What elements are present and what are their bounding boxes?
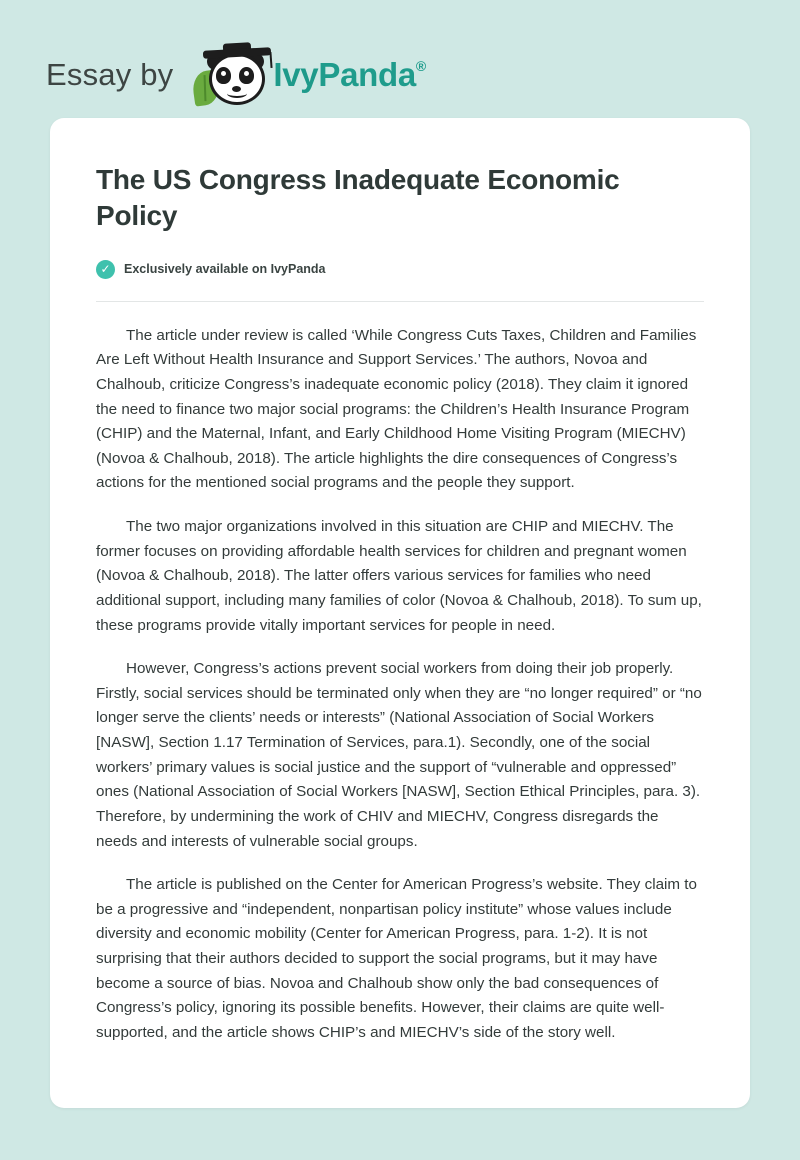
graduation-panda-logo-icon	[191, 41, 277, 109]
brand-wordmark-panda: Panda	[318, 56, 416, 93]
graduation-cap-icon	[203, 43, 271, 59]
registered-trademark-mark: ®	[415, 58, 426, 74]
paragraph: The article is published on the Center for American Progress’s website. They claim to be a progressive and “independent, nonpartisan policy institute” whose values include diversity and economic mobility (Center for American Progress, para. 1-2). It is not surprising that their authors decided to support the social programs, but it may have become a source of bias. Novoa and Chalhoub show only the bad consequences of Congress’s policy, ignoring its possible benefits. However, their claims are quite well-supported, and the article shows CHIP’s and MIECHV’s side of the story well.	[96, 876, 697, 1041]
brand-wordmark	[273, 56, 426, 94]
paragraph: The two major organizations involved in this situation are CHIP and MIECHV. The former focuses on providing affordable health services for children and pregnant women (Novoa & Chalhoub, 2018). The latter offers various services for families who need additional support, including many families of color (Novoa & Chalhoub, 2018). To sum up, these programs provide vitally important services for people in need.	[96, 518, 702, 634]
brand-wordmark-ivy: Ivy	[273, 56, 319, 93]
essay-by-label: Essay by	[46, 57, 174, 92]
graduation-cap-board-icon	[203, 47, 271, 59]
essay-body	[96, 324, 704, 1046]
status-badge-label: Exclusively available on IvyPanda	[124, 262, 326, 277]
paragraph: The article under review is called ‘While Congress Cuts Taxes, Children and Families Are Left Without Health Insurance and Support Services.’ The authors, Novoa and Chalhoub, criticize Congress’s inadequate economic policy (2018). They claim it ignored the need to finance two major social programs: the Children’s Health Insurance Program (CHIP) and the Maternal, Infant, and Early Childhood Home Visiting Program (MIECHV) (Novoa & Chalhoub, 2018). The article highlights the dire consequences of Congress’s actions for the mentioned social programs and the people they support.	[96, 326, 697, 492]
divider	[96, 301, 704, 302]
panda-eye-left-icon	[216, 67, 231, 84]
paragraph: However, Congress’s actions prevent social workers from doing their job properly. Firstly, social services should be terminated only when they are “no longer required” or “no longer serve the clients’ needs or interests” (National Association of Social Workers [NASW], Section 1.17 Termination of Services, para.1). Secondly, one of the social workers’ primary values is social justice and the support of “vulnerable and oppressed” ones (National Association of Social Workers [NASW], Section Ethical Principles, para. 3). Therefore, by undermining the work of CHIV and MIECHV, Congress disregards the needs and interests of vulnerable social groups.	[96, 660, 702, 850]
page-title: The US Congress Inadequate Economic Policy	[96, 164, 620, 231]
check-circle-icon: ✓	[96, 260, 115, 279]
ivypanda-logo-link[interactable]	[191, 41, 426, 109]
panda-eye-right-icon	[239, 67, 254, 84]
document-card	[50, 118, 750, 1108]
site-brand-header	[0, 0, 800, 118]
status-badge	[96, 260, 704, 279]
